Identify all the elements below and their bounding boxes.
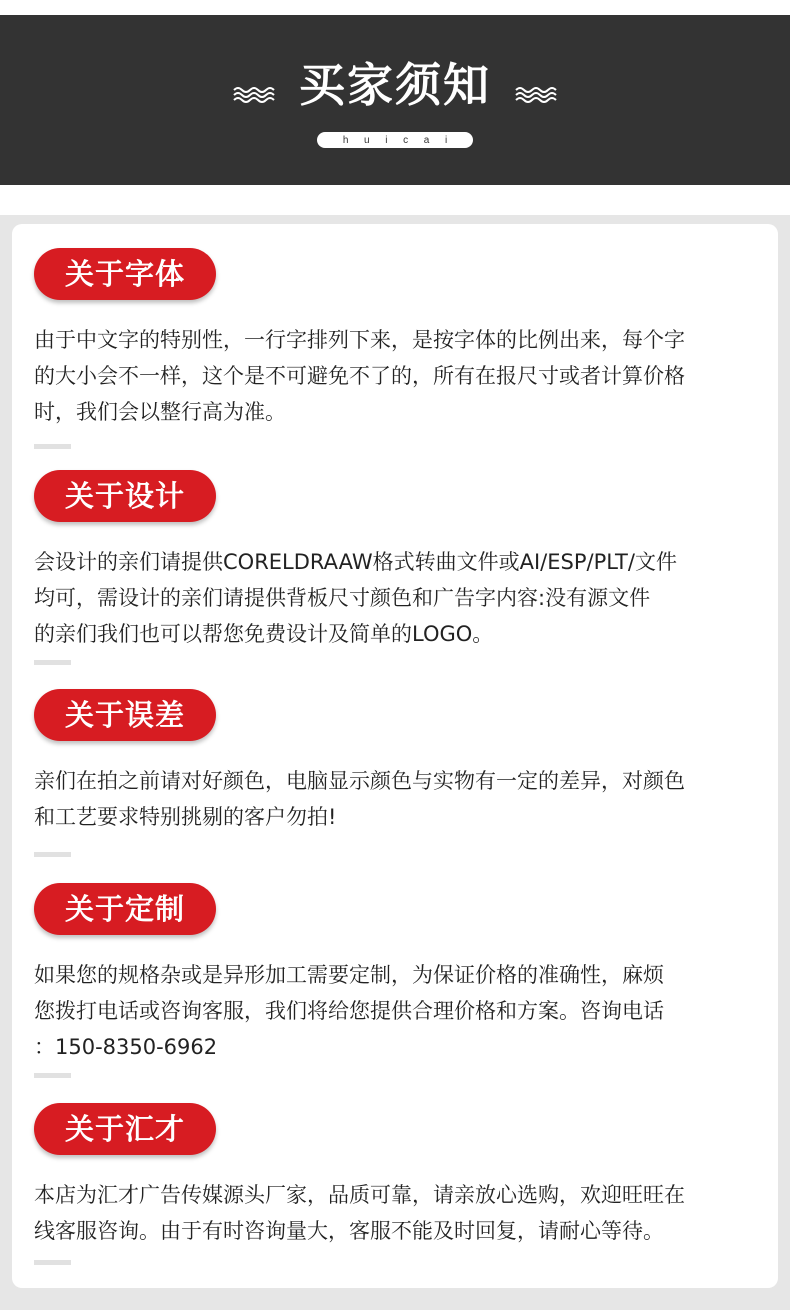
section-text: 亲们在拍之前请对好颜色，电脑显示颜色与实物有一定的差异，对颜色 和工艺要求特别挑剔的客户勿拍! [34,769,685,829]
subtitle-letter: a [423,134,430,146]
section-heading: 关于汇才 [34,1103,216,1155]
section-text: 本店为汇才广告传媒源头厂家，品质可靠，请亲放心选购，欢迎旺旺在 线客服咨询。由于有时咨询量大，客服不能及时回复，请耐心等待。 [34,1183,685,1243]
section-about [34,1103,754,1249]
subtitle-letter: u [364,134,370,146]
section-heading: 关于定制 [34,883,216,935]
section-divider [34,1260,71,1265]
subtitle-pill [317,132,473,148]
section-heading: 关于字体 [34,248,216,300]
section-divider [34,852,71,857]
section-divider [34,1073,71,1078]
section-divider [34,660,71,665]
page-title: 买家须知 [299,58,491,112]
section-custom [34,883,754,1065]
section-design [34,470,754,652]
subtitle-letter: c [403,134,409,146]
section-text: 由于中文字的特别性，一行字排列下来，是按字体的比例出来，每个字 的大小会不一样，这个是不可避免不了的，所有在报尺寸或者计算价格 时，我们会以整行高为准。 [34,328,685,424]
subtitle-letter: i [444,134,448,146]
subtitle-letter: h [342,134,349,146]
section-font [34,248,754,430]
section-text: 会设计的亲们请提供CORELDRAAW格式转曲文件或AI/ESP/PLT/文件 均可，需设计的亲们请提供背板尺寸颜色和广告字内容:没有源文件 的亲们我们也可以帮您免费设计及简单的LOGO。 [34,550,677,646]
section-heading: 关于误差 [34,689,216,741]
section-text: 如果您的规格杂或是异形加工需要定制，为保证价格的准确性，麻烦 您拨打电话或咨询客服，我们将给您提供合理价格和方案。咨询电话 ：150-8350-6962 [34,963,664,1059]
section-heading: 关于设计 [34,470,216,522]
section-error [34,689,754,835]
wave-ornament-right-icon [514,85,562,103]
notice-card [12,224,778,1288]
header-banner [0,15,790,185]
subtitle-letter: i [385,134,388,146]
section-divider [34,444,71,449]
